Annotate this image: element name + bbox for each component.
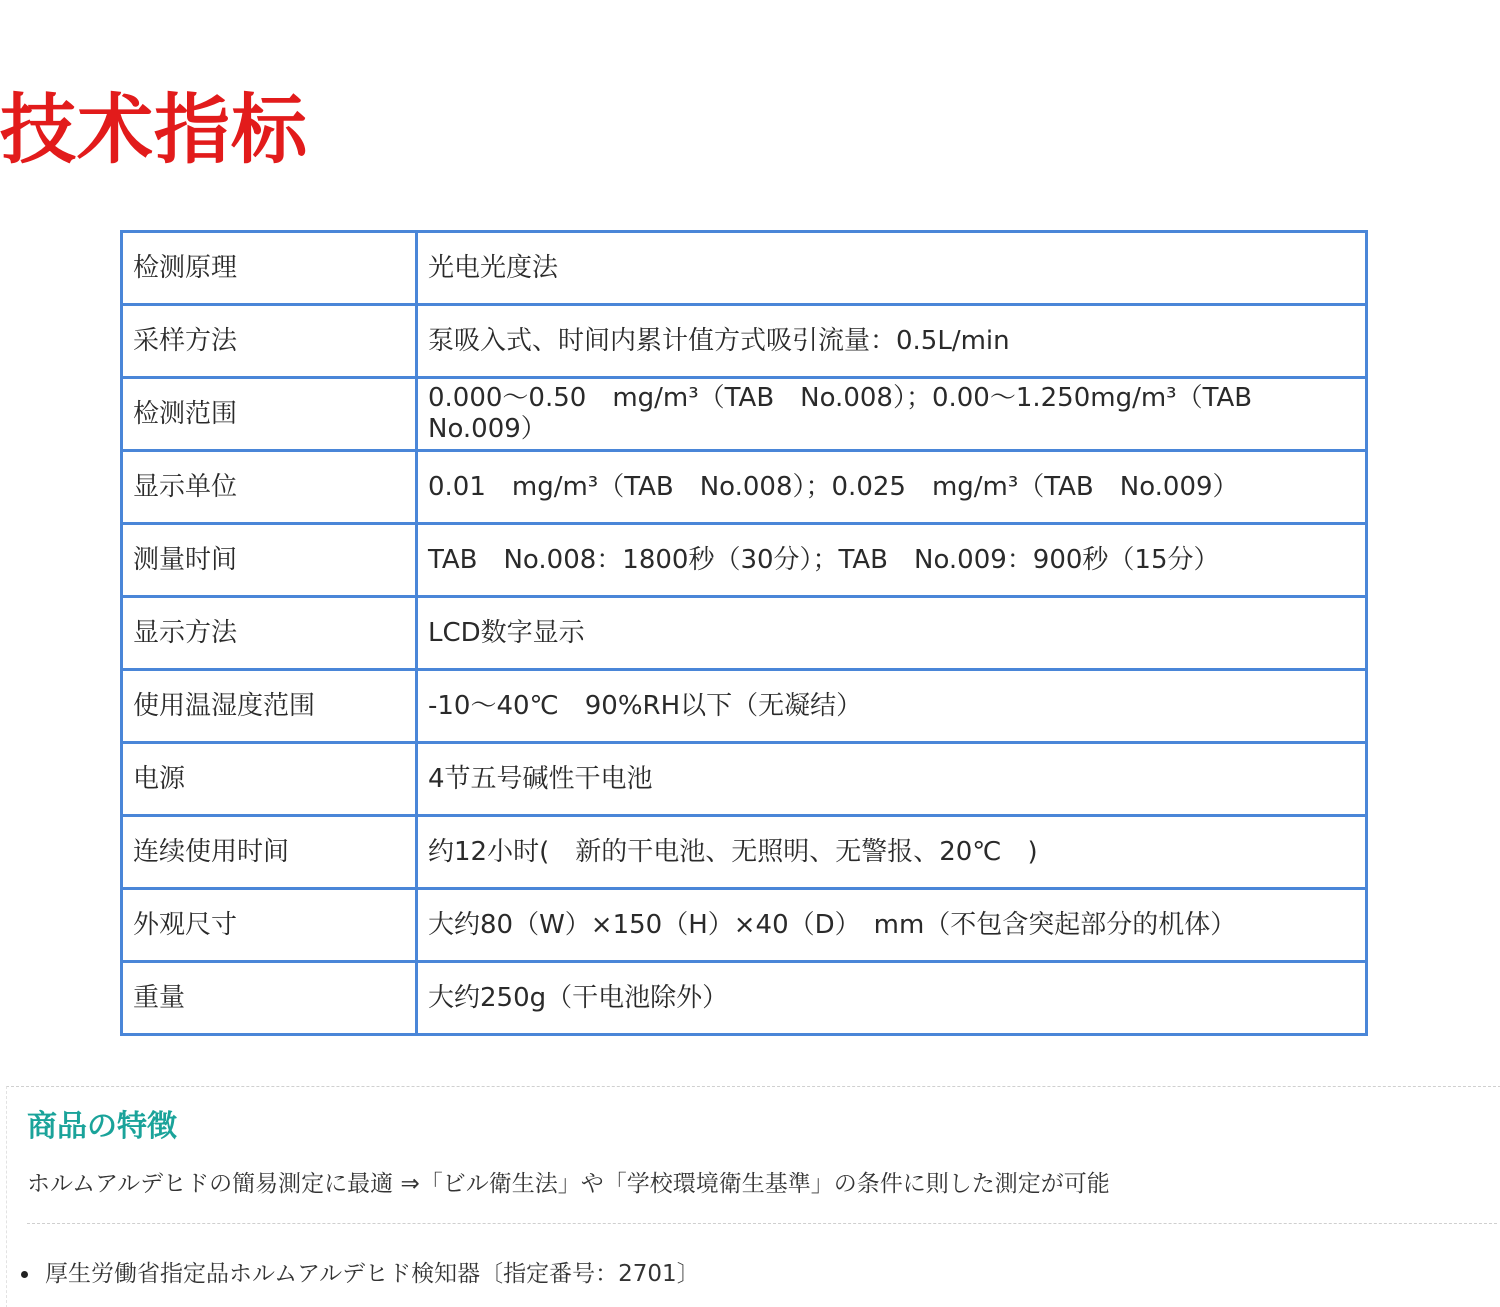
table-row (122, 670, 1367, 743)
page-title: 技术指标 (0, 85, 308, 174)
spec-value: 大约80（W）×150（H）×40（D） mm（不包含突起部分的机体） (417, 889, 1367, 962)
features-section (6, 1086, 1500, 1307)
features-description: ホルムアルデヒドの簡易測定に最適 ⇒「ビル衛生法」や「学校環境衛生基準」の条件に則した測定が可能 (27, 1171, 1110, 1197)
spec-value: 0.01 mg/m³（TAB No.008）；0.025 mg/m³（TAB No.009） (417, 451, 1367, 524)
spec-value: 0.000～0.50 mg/m³（TAB No.008）；0.00～1.250mg/m³（TAB No.009） (417, 378, 1367, 451)
table-row (122, 597, 1367, 670)
table-row (122, 889, 1367, 962)
spec-value: 4节五号碱性干电池 (417, 743, 1367, 816)
spec-table-body (122, 232, 1367, 1035)
spec-label: 测量时间 (122, 524, 417, 597)
features-list (21, 1257, 700, 1291)
spec-value: LCD数字显示 (417, 597, 1367, 670)
spec-label: 显示单位 (122, 451, 417, 524)
spec-label: 显示方法 (122, 597, 417, 670)
spec-value: 大约250g（干电池除外） (417, 962, 1367, 1035)
table-row (122, 524, 1367, 597)
spec-label: 重量 (122, 962, 417, 1035)
spec-table (120, 230, 1368, 1036)
spec-value: 泵吸入式、时间内累计值方式吸引流量：0.5L/min (417, 305, 1367, 378)
spec-label: 连续使用时间 (122, 816, 417, 889)
table-row (122, 305, 1367, 378)
spec-value: -10～40℃ 90%RH以下（无凝结） (417, 670, 1367, 743)
spec-label: 使用温湿度范围 (122, 670, 417, 743)
table-row (122, 378, 1367, 451)
spec-label: 检测原理 (122, 232, 417, 305)
spec-label: 外观尺寸 (122, 889, 417, 962)
spec-value: 光电光度法 (417, 232, 1367, 305)
list-item-text: 厚生労働省指定品ホルムアルデヒド検知器〔指定番号：2701〕 (45, 1261, 700, 1287)
spec-label: 采样方法 (122, 305, 417, 378)
spec-value: TAB No.008：1800秒（30分）；TAB No.009：900秒（15分） (417, 524, 1367, 597)
table-row (122, 232, 1367, 305)
table-row (122, 743, 1367, 816)
features-heading: 商品の特徴 (27, 1109, 177, 1144)
bullet-icon (21, 1271, 28, 1278)
table-row (122, 962, 1367, 1035)
spec-value: 约12小时( 新的干电池、无照明、无警报、20℃ ) (417, 816, 1367, 889)
spec-label: 检测范围 (122, 378, 417, 451)
features-divider (27, 1223, 1497, 1224)
spec-label: 电源 (122, 743, 417, 816)
list-item (21, 1257, 700, 1291)
table-row (122, 451, 1367, 524)
table-row (122, 816, 1367, 889)
